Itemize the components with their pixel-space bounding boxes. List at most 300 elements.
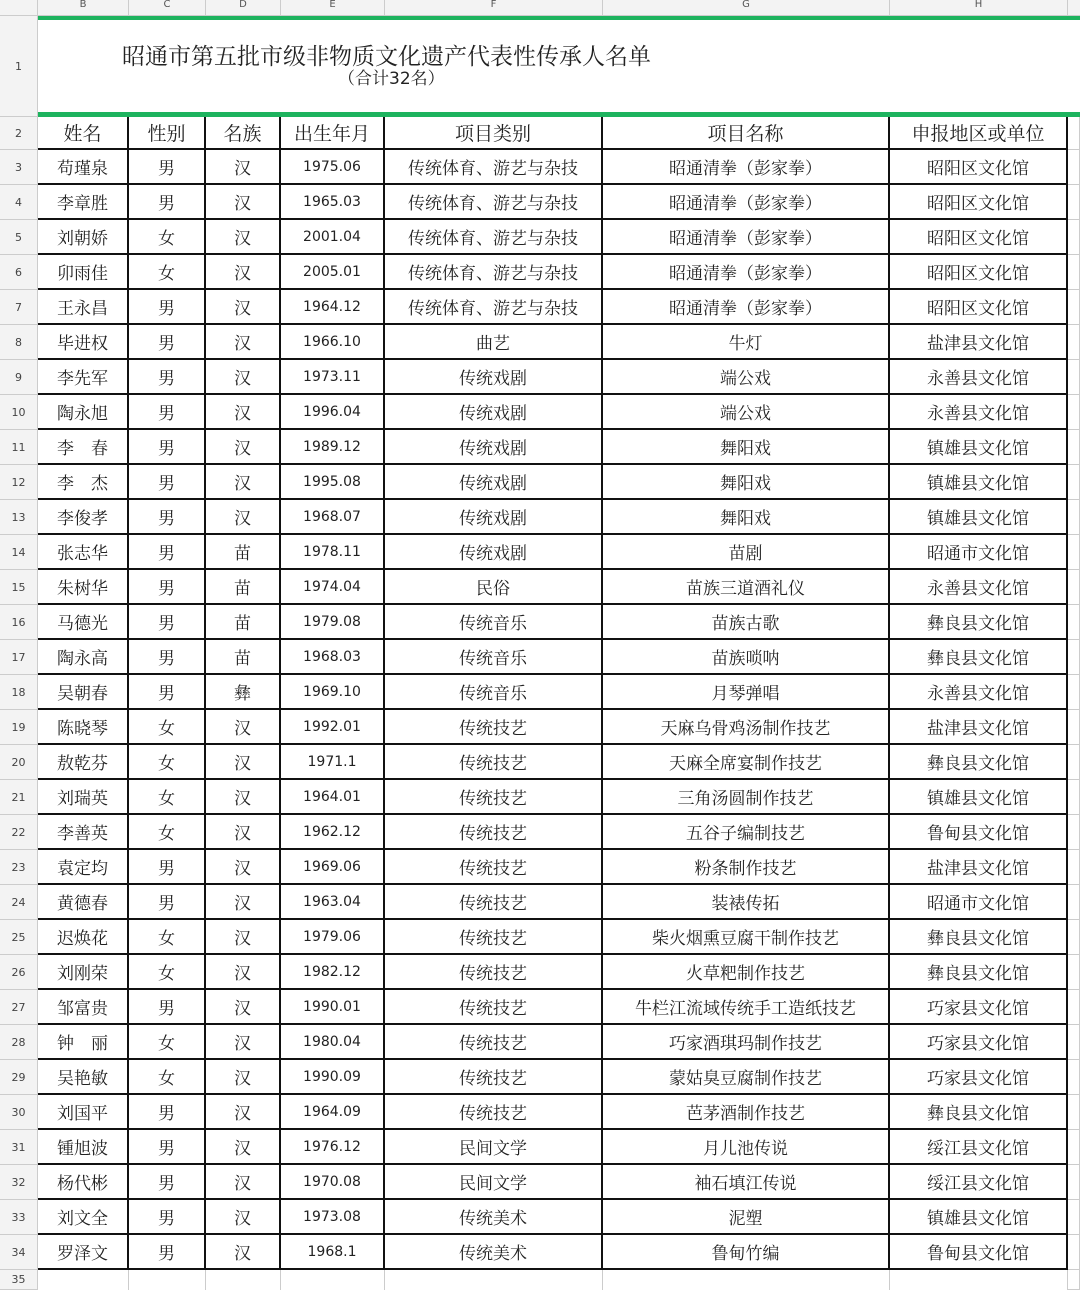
cell-name[interactable]: 邹富贵: [38, 990, 129, 1025]
column-header-extra[interactable]: [1068, 0, 1080, 16]
cell-gender[interactable]: 男: [129, 465, 206, 500]
cell-name[interactable]: 张志华: [38, 535, 129, 570]
header-cell-gender[interactable]: 性别: [129, 117, 206, 150]
cell-gender[interactable]: 男: [129, 500, 206, 535]
row-header-7[interactable]: 7: [0, 290, 38, 325]
cell-unit[interactable]: 镇雄县文化馆: [890, 1200, 1068, 1235]
cell-gender[interactable]: 男: [129, 570, 206, 605]
cell-birth[interactable]: 1990.01: [281, 990, 385, 1025]
cell-ethnicity[interactable]: 汉: [206, 1060, 281, 1095]
cell-unit[interactable]: 昭阳区文化馆: [890, 185, 1068, 220]
cell-birth[interactable]: 1976.12: [281, 1130, 385, 1165]
row-header-19[interactable]: 19: [0, 710, 38, 745]
cell-project[interactable]: 苗剧: [603, 535, 890, 570]
cell-category[interactable]: 传统戏剧: [385, 360, 603, 395]
cell-unit[interactable]: 镇雄县文化馆: [890, 780, 1068, 815]
cell-ethnicity[interactable]: 汉: [206, 220, 281, 255]
cell-name[interactable]: 李章胜: [38, 185, 129, 220]
cell-gender[interactable]: 女: [129, 780, 206, 815]
cell-name[interactable]: 杨代彬: [38, 1165, 129, 1200]
cell-extra[interactable]: [1068, 710, 1080, 745]
cell-name[interactable]: 钟 丽: [38, 1025, 129, 1060]
cell-birth[interactable]: 1990.09: [281, 1060, 385, 1095]
column-header-D[interactable]: D: [206, 0, 281, 16]
cell-project[interactable]: 柴火烟熏豆腐干制作技艺: [603, 920, 890, 955]
cell-birth[interactable]: 1966.10: [281, 325, 385, 360]
cell-project[interactable]: 昭通清拳（彭家拳）: [603, 220, 890, 255]
cell-category[interactable]: [385, 1270, 603, 1290]
cell-name[interactable]: 毕进权: [38, 325, 129, 360]
cell-ethnicity[interactable]: 汉: [206, 185, 281, 220]
cell-name[interactable]: 陶永高: [38, 640, 129, 675]
cell-gender[interactable]: 男: [129, 1200, 206, 1235]
cell-category[interactable]: 传统技艺: [385, 710, 603, 745]
cell-project[interactable]: 天麻乌骨鸡汤制作技艺: [603, 710, 890, 745]
cell-name[interactable]: 吴朝春: [38, 675, 129, 710]
cell-category[interactable]: 传统技艺: [385, 990, 603, 1025]
cell-extra[interactable]: [1068, 780, 1080, 815]
cell-name[interactable]: 李先军: [38, 360, 129, 395]
title-cell[interactable]: [38, 16, 1080, 117]
column-header-B[interactable]: B: [38, 0, 129, 16]
cell-ethnicity[interactable]: 汉: [206, 1095, 281, 1130]
cell-unit[interactable]: 永善县文化馆: [890, 675, 1068, 710]
cell-extra[interactable]: [1068, 1130, 1080, 1165]
cell-birth[interactable]: 1982.12: [281, 955, 385, 990]
cell-ethnicity[interactable]: 汉: [206, 1235, 281, 1270]
row-header-29[interactable]: 29: [0, 1060, 38, 1095]
cell-extra[interactable]: [1068, 815, 1080, 850]
cell-gender[interactable]: 男: [129, 185, 206, 220]
cell-category[interactable]: 曲艺: [385, 325, 603, 360]
cell-category[interactable]: 传统技艺: [385, 1060, 603, 1095]
cell-ethnicity[interactable]: [206, 1270, 281, 1290]
cell-gender[interactable]: 男: [129, 430, 206, 465]
cell-extra[interactable]: [1068, 885, 1080, 920]
cell-extra[interactable]: [1068, 675, 1080, 710]
cell-unit[interactable]: 永善县文化馆: [890, 360, 1068, 395]
cell-project[interactable]: 昭通清拳（彭家拳）: [603, 290, 890, 325]
cell-project[interactable]: 五谷子编制技艺: [603, 815, 890, 850]
cell-birth[interactable]: 1992.01: [281, 710, 385, 745]
cell-extra[interactable]: [1068, 430, 1080, 465]
cell-project[interactable]: 蒙姑臭豆腐制作技艺: [603, 1060, 890, 1095]
cell-birth[interactable]: 1989.12: [281, 430, 385, 465]
cell-ethnicity[interactable]: 苗: [206, 605, 281, 640]
cell-ethnicity[interactable]: 汉: [206, 990, 281, 1025]
cell-category[interactable]: 传统戏剧: [385, 500, 603, 535]
cell-project[interactable]: 苗族古歌: [603, 605, 890, 640]
row-header-16[interactable]: 16: [0, 605, 38, 640]
select-all-corner[interactable]: [0, 0, 38, 16]
cell-gender[interactable]: 男: [129, 360, 206, 395]
cell-birth[interactable]: 1969.06: [281, 850, 385, 885]
row-header-18[interactable]: 18: [0, 675, 38, 710]
cell-birth[interactable]: 1974.04: [281, 570, 385, 605]
cell-gender[interactable]: 男: [129, 535, 206, 570]
cell-ethnicity[interactable]: 汉: [206, 255, 281, 290]
cell-extra[interactable]: [1068, 990, 1080, 1025]
row-header-22[interactable]: 22: [0, 815, 38, 850]
cell-project[interactable]: 昭通清拳（彭家拳）: [603, 150, 890, 185]
cell-birth[interactable]: 1973.08: [281, 1200, 385, 1235]
cell-unit[interactable]: 彝良县文化馆: [890, 640, 1068, 675]
cell-birth[interactable]: 2001.04: [281, 220, 385, 255]
cell-ethnicity[interactable]: 汉: [206, 780, 281, 815]
header-cell-category[interactable]: 项目类别: [385, 117, 603, 150]
cell-category[interactable]: 传统技艺: [385, 850, 603, 885]
cell-extra[interactable]: [1068, 395, 1080, 430]
row-header-34[interactable]: 34: [0, 1235, 38, 1270]
cell-gender[interactable]: 女: [129, 710, 206, 745]
cell-project[interactable]: 粉条制作技艺: [603, 850, 890, 885]
cell-unit[interactable]: 彝良县文化馆: [890, 920, 1068, 955]
cell-gender[interactable]: 男: [129, 605, 206, 640]
cell-extra[interactable]: [1068, 185, 1080, 220]
cell-unit[interactable]: 昭阳区文化馆: [890, 220, 1068, 255]
cell-project[interactable]: 泥塑: [603, 1200, 890, 1235]
cell-extra[interactable]: [1068, 290, 1080, 325]
cell-category[interactable]: 传统技艺: [385, 885, 603, 920]
cell-unit[interactable]: 彝良县文化馆: [890, 955, 1068, 990]
cell-name[interactable]: 刘国平: [38, 1095, 129, 1130]
column-header-C[interactable]: C: [129, 0, 206, 16]
cell-category[interactable]: 传统技艺: [385, 815, 603, 850]
cell-ethnicity[interactable]: 汉: [206, 920, 281, 955]
row-header-27[interactable]: 27: [0, 990, 38, 1025]
cell-extra[interactable]: [1068, 745, 1080, 780]
cell-ethnicity[interactable]: 汉: [206, 815, 281, 850]
cell-ethnicity[interactable]: 苗: [206, 535, 281, 570]
cell-ethnicity[interactable]: 彝: [206, 675, 281, 710]
row-header-26[interactable]: 26: [0, 955, 38, 990]
cell-category[interactable]: 传统体育、游艺与杂技: [385, 185, 603, 220]
cell-category[interactable]: 传统体育、游艺与杂技: [385, 255, 603, 290]
row-header-8[interactable]: 8: [0, 325, 38, 360]
cell-extra[interactable]: [1068, 535, 1080, 570]
cell-gender[interactable]: 男: [129, 640, 206, 675]
cell-gender[interactable]: 男: [129, 1165, 206, 1200]
cell-name[interactable]: 李俊孝: [38, 500, 129, 535]
cell-project[interactable]: 月儿池传说: [603, 1130, 890, 1165]
cell-gender[interactable]: 男: [129, 1095, 206, 1130]
cell-unit[interactable]: 永善县文化馆: [890, 570, 1068, 605]
cell-name[interactable]: 朱树华: [38, 570, 129, 605]
cell-extra[interactable]: [1068, 1095, 1080, 1130]
cell-ethnicity[interactable]: 汉: [206, 430, 281, 465]
cell-gender[interactable]: 男: [129, 325, 206, 360]
cell-project[interactable]: 三角汤圆制作技艺: [603, 780, 890, 815]
cell-name[interactable]: 刘文全: [38, 1200, 129, 1235]
cell-project[interactable]: 袖石填江传说: [603, 1165, 890, 1200]
cell-name[interactable]: 吴艳敏: [38, 1060, 129, 1095]
cell-name[interactable]: 敖乾芬: [38, 745, 129, 780]
cell-extra[interactable]: [1068, 955, 1080, 990]
cell-unit[interactable]: 彝良县文化馆: [890, 1095, 1068, 1130]
column-header-H[interactable]: H: [890, 0, 1068, 16]
cell-birth[interactable]: 1965.03: [281, 185, 385, 220]
cell-unit[interactable]: 镇雄县文化馆: [890, 430, 1068, 465]
cell-unit[interactable]: 巧家县文化馆: [890, 1060, 1068, 1095]
cell-unit[interactable]: 绥江县文化馆: [890, 1165, 1068, 1200]
row-header-6[interactable]: 6: [0, 255, 38, 290]
cell-birth[interactable]: 1996.04: [281, 395, 385, 430]
cell-gender[interactable]: 男: [129, 290, 206, 325]
cell-ethnicity[interactable]: 汉: [206, 290, 281, 325]
row-header-12[interactable]: 12: [0, 465, 38, 500]
cell-extra[interactable]: [1068, 920, 1080, 955]
row-header-17[interactable]: 17: [0, 640, 38, 675]
cell-category[interactable]: 民间文学: [385, 1165, 603, 1200]
cell-ethnicity[interactable]: 汉: [206, 1025, 281, 1060]
cell-name[interactable]: 苟瑾泉: [38, 150, 129, 185]
row-header-35[interactable]: 35: [0, 1270, 38, 1290]
cell-name[interactable]: 袁定均: [38, 850, 129, 885]
cell-birth[interactable]: 1970.08: [281, 1165, 385, 1200]
cell-birth[interactable]: 1995.08: [281, 465, 385, 500]
cell-gender[interactable]: [129, 1270, 206, 1290]
cell-category[interactable]: 民间文学: [385, 1130, 603, 1165]
cell-category[interactable]: 传统音乐: [385, 675, 603, 710]
cell-ethnicity[interactable]: 汉: [206, 885, 281, 920]
cell-name[interactable]: 陈晓琴: [38, 710, 129, 745]
cell-name[interactable]: 黄德春: [38, 885, 129, 920]
cell-unit[interactable]: 彝良县文化馆: [890, 745, 1068, 780]
cell-unit[interactable]: 巧家县文化馆: [890, 1025, 1068, 1060]
cell-unit[interactable]: 昭通市文化馆: [890, 535, 1068, 570]
column-header-E[interactable]: E: [281, 0, 385, 16]
cell-gender[interactable]: 男: [129, 395, 206, 430]
cell-ethnicity[interactable]: 苗: [206, 570, 281, 605]
cell-project[interactable]: 昭通清拳（彭家拳）: [603, 185, 890, 220]
cell-category[interactable]: 民俗: [385, 570, 603, 605]
cell-extra[interactable]: [1068, 1165, 1080, 1200]
header-cell-name[interactable]: 姓名: [38, 117, 129, 150]
cell-gender[interactable]: 男: [129, 850, 206, 885]
row-header-15[interactable]: 15: [0, 570, 38, 605]
cell-ethnicity[interactable]: 苗: [206, 640, 281, 675]
cell-project[interactable]: 昭通清拳（彭家拳）: [603, 255, 890, 290]
cell-name[interactable]: 刘朝娇: [38, 220, 129, 255]
cell-birth[interactable]: 1978.11: [281, 535, 385, 570]
row-header-5[interactable]: 5: [0, 220, 38, 255]
column-header-G[interactable]: G: [603, 0, 890, 16]
cell-unit[interactable]: 镇雄县文化馆: [890, 500, 1068, 535]
cell-unit[interactable]: 昭阳区文化馆: [890, 255, 1068, 290]
cell-unit[interactable]: 彝良县文化馆: [890, 605, 1068, 640]
cell-project[interactable]: 苗族唢呐: [603, 640, 890, 675]
cell-birth[interactable]: 1968.07: [281, 500, 385, 535]
cell-name[interactable]: 刘瑞英: [38, 780, 129, 815]
row-header-25[interactable]: 25: [0, 920, 38, 955]
cell-name[interactable]: 李 春: [38, 430, 129, 465]
cell-gender[interactable]: 女: [129, 815, 206, 850]
cell-project[interactable]: 月琴弹唱: [603, 675, 890, 710]
cell-unit[interactable]: 巧家县文化馆: [890, 990, 1068, 1025]
row-header-28[interactable]: 28: [0, 1025, 38, 1060]
cell-unit[interactable]: 昭阳区文化馆: [890, 150, 1068, 185]
cell-gender[interactable]: 女: [129, 1060, 206, 1095]
cell-ethnicity[interactable]: 汉: [206, 465, 281, 500]
row-header-32[interactable]: 32: [0, 1165, 38, 1200]
cell-project[interactable]: 巧家酒琪玛制作技艺: [603, 1025, 890, 1060]
cell-birth[interactable]: 1968.03: [281, 640, 385, 675]
cell-project[interactable]: 牛栏江流域传统手工造纸技艺: [603, 990, 890, 1025]
cell-name[interactable]: 迟焕花: [38, 920, 129, 955]
header-cell-unit[interactable]: 申报地区或单位: [890, 117, 1068, 150]
cell-unit[interactable]: 昭通市文化馆: [890, 885, 1068, 920]
cell-extra[interactable]: [1068, 850, 1080, 885]
cell-extra[interactable]: [1068, 220, 1080, 255]
cell-gender[interactable]: 女: [129, 1025, 206, 1060]
cell-category[interactable]: 传统技艺: [385, 745, 603, 780]
cell-project[interactable]: 端公戏: [603, 395, 890, 430]
cell-name[interactable]: 王永昌: [38, 290, 129, 325]
cell-extra[interactable]: [1068, 1270, 1080, 1290]
cell-project[interactable]: 舞阳戏: [603, 465, 890, 500]
cell-unit[interactable]: 镇雄县文化馆: [890, 465, 1068, 500]
cell-name[interactable]: 马德光: [38, 605, 129, 640]
cell-ethnicity[interactable]: 汉: [206, 850, 281, 885]
cell-ethnicity[interactable]: 汉: [206, 1130, 281, 1165]
cell-unit[interactable]: 绥江县文化馆: [890, 1130, 1068, 1165]
cell-unit[interactable]: 昭阳区文化馆: [890, 290, 1068, 325]
row-header-31[interactable]: 31: [0, 1130, 38, 1165]
row-header-33[interactable]: 33: [0, 1200, 38, 1235]
row-header-23[interactable]: 23: [0, 850, 38, 885]
row-header-21[interactable]: 21: [0, 780, 38, 815]
cell-birth[interactable]: 1973.11: [281, 360, 385, 395]
cell-category[interactable]: 传统技艺: [385, 1095, 603, 1130]
cell-category[interactable]: 传统美术: [385, 1200, 603, 1235]
cell-category[interactable]: 传统技艺: [385, 955, 603, 990]
row-header-30[interactable]: 30: [0, 1095, 38, 1130]
cell-gender[interactable]: 女: [129, 255, 206, 290]
cell-ethnicity[interactable]: 汉: [206, 360, 281, 395]
row-header-20[interactable]: 20: [0, 745, 38, 780]
cell-project[interactable]: 鲁甸竹编: [603, 1235, 890, 1270]
cell-gender[interactable]: 男: [129, 1235, 206, 1270]
cell-extra[interactable]: [1068, 360, 1080, 395]
cell-birth[interactable]: 1980.04: [281, 1025, 385, 1060]
cell-unit[interactable]: 永善县文化馆: [890, 395, 1068, 430]
cell-name[interactable]: 罗泽文: [38, 1235, 129, 1270]
cell-birth[interactable]: 1975.06: [281, 150, 385, 185]
cell-extra[interactable]: [1068, 1025, 1080, 1060]
cell-birth[interactable]: 1964.09: [281, 1095, 385, 1130]
cell-name[interactable]: 李 杰: [38, 465, 129, 500]
cell-unit[interactable]: 盐津县文化馆: [890, 710, 1068, 745]
cell-extra[interactable]: [1068, 150, 1080, 185]
cell-project[interactable]: 装裱传拓: [603, 885, 890, 920]
cell-unit[interactable]: 盐津县文化馆: [890, 850, 1068, 885]
header-cell-birth[interactable]: 出生年月: [281, 117, 385, 150]
header-cell-project[interactable]: 项目名称: [603, 117, 890, 150]
cell-gender[interactable]: 女: [129, 220, 206, 255]
cell-gender[interactable]: 男: [129, 675, 206, 710]
cell-category[interactable]: 传统音乐: [385, 605, 603, 640]
cell-ethnicity[interactable]: 汉: [206, 395, 281, 430]
cell-ethnicity[interactable]: 汉: [206, 955, 281, 990]
cell-name[interactable]: 李善英: [38, 815, 129, 850]
cell-unit[interactable]: 盐津县文化馆: [890, 325, 1068, 360]
cell-gender[interactable]: 男: [129, 1130, 206, 1165]
cell-extra[interactable]: [1068, 465, 1080, 500]
row-header-24[interactable]: 24: [0, 885, 38, 920]
row-header-4[interactable]: 4: [0, 185, 38, 220]
cell-ethnicity[interactable]: 汉: [206, 710, 281, 745]
cell-extra[interactable]: [1068, 325, 1080, 360]
cell-category[interactable]: 传统体育、游艺与杂技: [385, 150, 603, 185]
cell-ethnicity[interactable]: 汉: [206, 1200, 281, 1235]
cell-category[interactable]: 传统戏剧: [385, 535, 603, 570]
cell-gender[interactable]: 女: [129, 745, 206, 780]
cell-project[interactable]: [603, 1270, 890, 1290]
cell-gender[interactable]: 男: [129, 885, 206, 920]
cell-ethnicity[interactable]: 汉: [206, 1165, 281, 1200]
cell-category[interactable]: 传统体育、游艺与杂技: [385, 220, 603, 255]
row-header-13[interactable]: 13: [0, 500, 38, 535]
cell-category[interactable]: 传统技艺: [385, 920, 603, 955]
cell-project[interactable]: 火草粑制作技艺: [603, 955, 890, 990]
cell-extra[interactable]: [1068, 1200, 1080, 1235]
cell-ethnicity[interactable]: 汉: [206, 325, 281, 360]
cell-name[interactable]: 刘刚荣: [38, 955, 129, 990]
cell-category[interactable]: 传统戏剧: [385, 395, 603, 430]
row-header-3[interactable]: 3: [0, 150, 38, 185]
cell-ethnicity[interactable]: 汉: [206, 150, 281, 185]
cell-birth[interactable]: 1962.12: [281, 815, 385, 850]
cell-extra[interactable]: [1068, 570, 1080, 605]
cell-name[interactable]: [38, 1270, 129, 1290]
cell-gender[interactable]: 男: [129, 150, 206, 185]
cell-birth[interactable]: 1971.1: [281, 745, 385, 780]
cell-birth[interactable]: 1979.06: [281, 920, 385, 955]
cell-project[interactable]: 天麻全席宴制作技艺: [603, 745, 890, 780]
cell-extra[interactable]: [1068, 255, 1080, 290]
cell-birth[interactable]: 1963.04: [281, 885, 385, 920]
cell-extra[interactable]: [1068, 500, 1080, 535]
cell-category[interactable]: 传统音乐: [385, 640, 603, 675]
cell-gender[interactable]: 男: [129, 990, 206, 1025]
cell-unit[interactable]: 鲁甸县文化馆: [890, 1235, 1068, 1270]
cell-gender[interactable]: 女: [129, 920, 206, 955]
cell-project[interactable]: 舞阳戏: [603, 500, 890, 535]
cell-project[interactable]: 牛灯: [603, 325, 890, 360]
cell-unit[interactable]: 鲁甸县文化馆: [890, 815, 1068, 850]
cell-birth[interactable]: 1969.10: [281, 675, 385, 710]
cell-gender[interactable]: 女: [129, 955, 206, 990]
cell-name[interactable]: 陶永旭: [38, 395, 129, 430]
cell-category[interactable]: 传统戏剧: [385, 430, 603, 465]
cell-category[interactable]: 传统体育、游艺与杂技: [385, 290, 603, 325]
cell-extra[interactable]: [1068, 117, 1080, 150]
cell-extra[interactable]: [1068, 640, 1080, 675]
cell-birth[interactable]: 1968.1: [281, 1235, 385, 1270]
cell-birth[interactable]: 2005.01: [281, 255, 385, 290]
cell-birth[interactable]: 1964.01: [281, 780, 385, 815]
cell-extra[interactable]: [1068, 1235, 1080, 1270]
column-header-F[interactable]: F: [385, 0, 603, 16]
cell-birth[interactable]: 1964.12: [281, 290, 385, 325]
cell-extra[interactable]: [1068, 605, 1080, 640]
cell-ethnicity[interactable]: 汉: [206, 745, 281, 780]
cell-category[interactable]: 传统戏剧: [385, 465, 603, 500]
cell-project[interactable]: 芭茅酒制作技艺: [603, 1095, 890, 1130]
cell-project[interactable]: 苗族三道酒礼仪: [603, 570, 890, 605]
cell-project[interactable]: 舞阳戏: [603, 430, 890, 465]
cell-birth[interactable]: [281, 1270, 385, 1290]
